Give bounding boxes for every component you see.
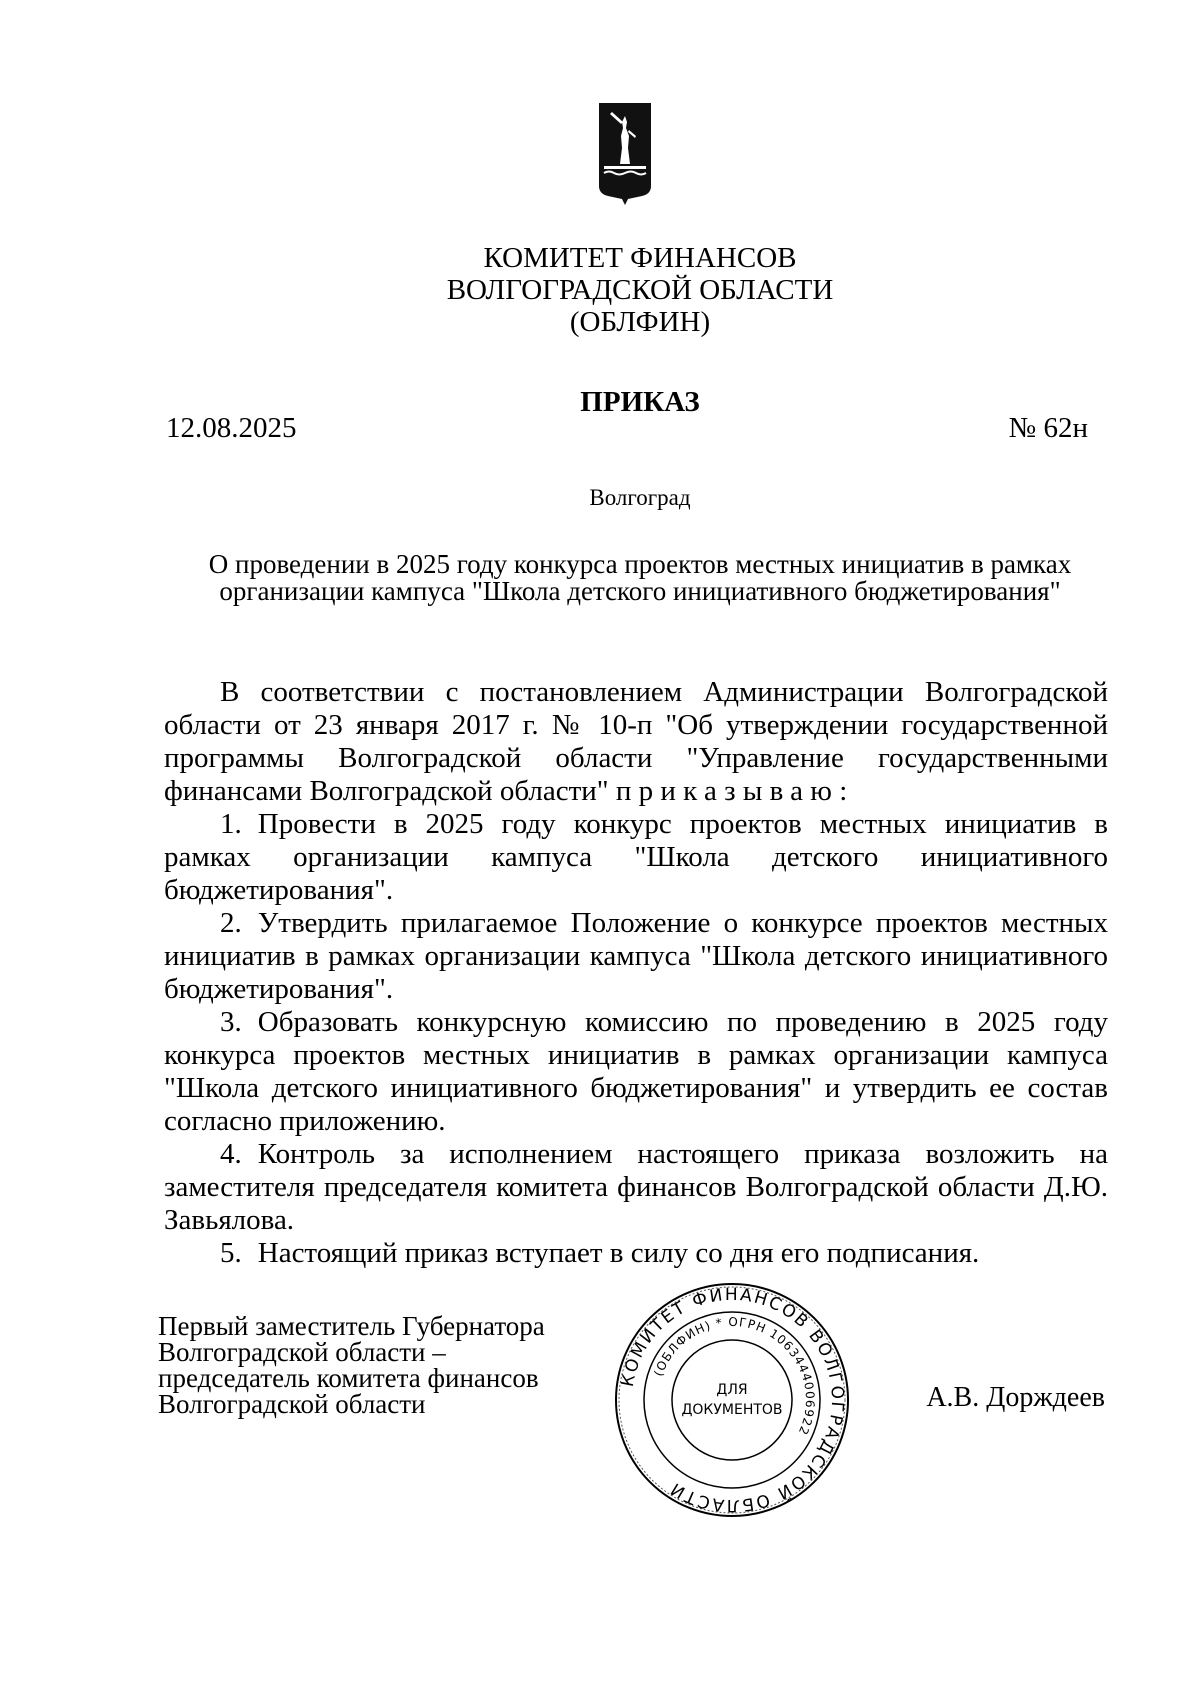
item-number: 3. (220, 1006, 242, 1038)
signer-position-line: председатель комитета финансов (158, 1363, 539, 1393)
item-text: Провести в 2025 году конкурс проектов местных инициатив в рамках организации кампуса "Школа детского инициативного бюджетирования". (164, 808, 1108, 906)
document-subject: О проведении в 2025 году конкурса проектов местных инициатив в рамках организации кампуса "Школа детского инициативного бюджетирования" (208, 549, 1072, 606)
volgograd-coat-of-arms-icon (598, 102, 652, 206)
document-city: Волгоград (589, 485, 691, 510)
org-name-line-1: КОМИТЕТ ФИНАНСОВ (483, 242, 797, 274)
svg-text:(ОБЛФИН) * ОГРН 1063444006922: (ОБЛФИН) * ОГРН 1063444006922 (651, 1314, 818, 1438)
order-item-1 (164, 808, 1108, 907)
preamble-text: В соответствии с постановлением Администрации Волгоградской области от 23 января 2017 г. № 10-п "Об утверждении государственной программы Волгоградской области "Управление государственными финансами Волгоградской области" (164, 676, 1108, 807)
item-text: Настоящий приказ вступает в силу со дня его подписания. (257, 1237, 980, 1269)
svg-text:КОМИТЕТ ФИНАНСОВ ВОЛГОГРАДСКОЙ: КОМИТЕТ ФИНАНСОВ ВОЛГОГРАДСКОЙ ОБЛАСТИ (617, 1284, 848, 1516)
item-number: 2. (220, 907, 242, 939)
item-text: Образовать конкурсную комиссию по проведению в 2025 году конкурса проектов местных инициатив в рамках организации кампуса "Школа детского инициативного бюджетирования" и утвердить ее состав согласно приложению. (164, 1006, 1108, 1137)
item-number: 5. (220, 1237, 242, 1269)
signer-position-line: Волгоградской области – (158, 1337, 446, 1367)
svg-text:ДЛЯ: ДЛЯ (716, 1382, 748, 1398)
order-item-4 (164, 1138, 1108, 1237)
document-type-title: ПРИКАЗ (580, 386, 700, 418)
signer-position-line: Волгоградской области (158, 1389, 426, 1419)
org-name-line-3: (ОБЛФИН) (569, 306, 711, 338)
item-text: Контроль за исполнением настоящего приказа возложить на заместителя председателя комитета финансов Волгоградской области Д.Ю. Завьялова. (164, 1138, 1108, 1236)
preamble-paragraph (164, 676, 1108, 808)
signer-position (158, 1313, 545, 1417)
official-round-seal-icon (612, 1280, 852, 1520)
order-word: приказываю: (615, 775, 855, 807)
order-item-5 (164, 1237, 1108, 1270)
item-number: 4. (220, 1138, 242, 1170)
document-date: 12.08.2025 (166, 412, 297, 444)
org-name-line-2: ВОЛГОГРАДСКОЙ ОБЛАСТИ (446, 274, 834, 306)
item-text: Утвердить прилагаемое Положение о конкурсе проектов местных инициатив в рамках организации кампуса "Школа детского инициативного бюджетирования". (164, 907, 1108, 1005)
order-item-2 (164, 907, 1108, 1006)
item-number: 1. (220, 808, 242, 840)
document-number: № 62н (1008, 412, 1088, 444)
document-body (164, 676, 1108, 1270)
svg-text:ДОКУМЕНТОВ: ДОКУМЕНТОВ (681, 1402, 783, 1418)
signer-position-line: Первый заместитель Губернатора (158, 1311, 545, 1341)
order-item-3 (164, 1006, 1108, 1138)
signer-name: А.В. Дорждеев (926, 1382, 1105, 1413)
